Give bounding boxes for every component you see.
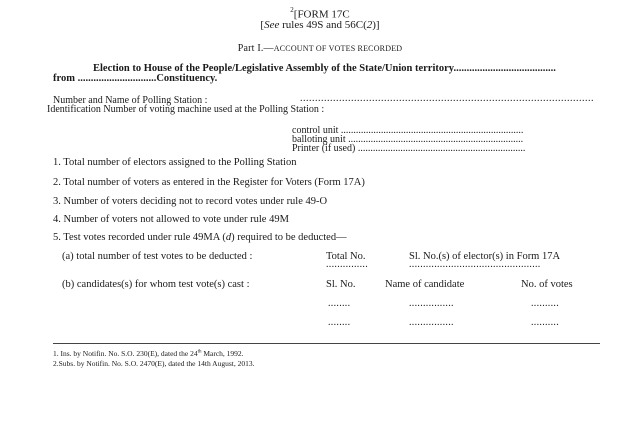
footnote-1: 1. Ins. by Notifin. No. S.O. 230(E), dated the 24th March, 1992. bbox=[53, 349, 244, 358]
sub-b-row2-slno: ........ bbox=[328, 317, 351, 328]
polling-station-label: Number and Name of Polling Station : bbox=[53, 95, 208, 106]
item-test-votes: 5. Test votes recorded under rule 49MA (d) required to be deducted— bbox=[53, 232, 347, 243]
sub-b-row2-votes: .......... bbox=[531, 317, 559, 328]
printer-field: Printer (if used) ................................................................... bbox=[292, 143, 526, 154]
footnote-mark: 2 bbox=[290, 6, 294, 14]
machine-id-label: Identification Number of voting machine used at the Polling Station : bbox=[47, 104, 325, 115]
sub-b-slno-head: Sl. No. bbox=[326, 279, 356, 290]
form-title: $^2$[FORM 17C bbox=[290, 6, 350, 21]
item-not-allowed: 4. Number of voters not allowed to vote under rule 49M bbox=[53, 214, 289, 225]
item-not-record-votes: 3. Number of voters deciding not to record votes under rule 49-O bbox=[53, 196, 328, 207]
footnote-2: 2.Subs. by Notifin. No. S.O. 2470(E), dated the 14th August, 2013. bbox=[53, 359, 255, 368]
sub-b-row1-votes: .......... bbox=[531, 298, 559, 309]
sub-b-row1-slno: ........ bbox=[328, 298, 351, 309]
election-line: Election to House of the People/Legislative Assembly of the State/Union territory....................................... bbox=[93, 63, 556, 74]
sub-a-label: (a) total number of test votes to be deducted : bbox=[62, 251, 253, 262]
item-total-voters: 2. Total number of voters as entered in the Register for Voters (Form 17A) bbox=[53, 177, 365, 188]
sub-b-votes-head: No. of votes bbox=[521, 279, 573, 290]
sub-b-row1-candidate: ................ bbox=[409, 298, 454, 309]
sub-a-slno-field: ............................................... bbox=[409, 259, 541, 270]
sub-b-row2-candidate: ................ bbox=[409, 317, 454, 328]
footnote-divider bbox=[53, 343, 600, 344]
part-heading: Part I.—ACCOUNT OF VOTES RECORDED bbox=[237, 43, 403, 54]
balloting-unit-field: balloting unit ...................................................................... bbox=[292, 134, 524, 145]
item-total-electors: 1. Total number of electors assigned to the Polling Station bbox=[53, 157, 297, 168]
constituency-line: from ..............................Constituency. bbox=[53, 73, 218, 84]
polling-station-field: .................................................................................................. bbox=[300, 93, 594, 104]
rules-reference: [See rules 49S and 56C(2)] bbox=[260, 19, 380, 31]
sub-a-total-field: ............... bbox=[326, 259, 368, 270]
sub-b-label: (b) candidates(s) for whom test vote(s) cast : bbox=[62, 279, 250, 290]
sub-a-slno-head: Sl. No.(s) of elector(s) in Form 17A bbox=[409, 251, 561, 262]
sub-b-candidate-head: Name of candidate bbox=[385, 279, 465, 290]
sub-a-total-head: Total No. bbox=[326, 251, 366, 262]
control-unit-field: control unit ......................................................................... bbox=[292, 125, 524, 136]
